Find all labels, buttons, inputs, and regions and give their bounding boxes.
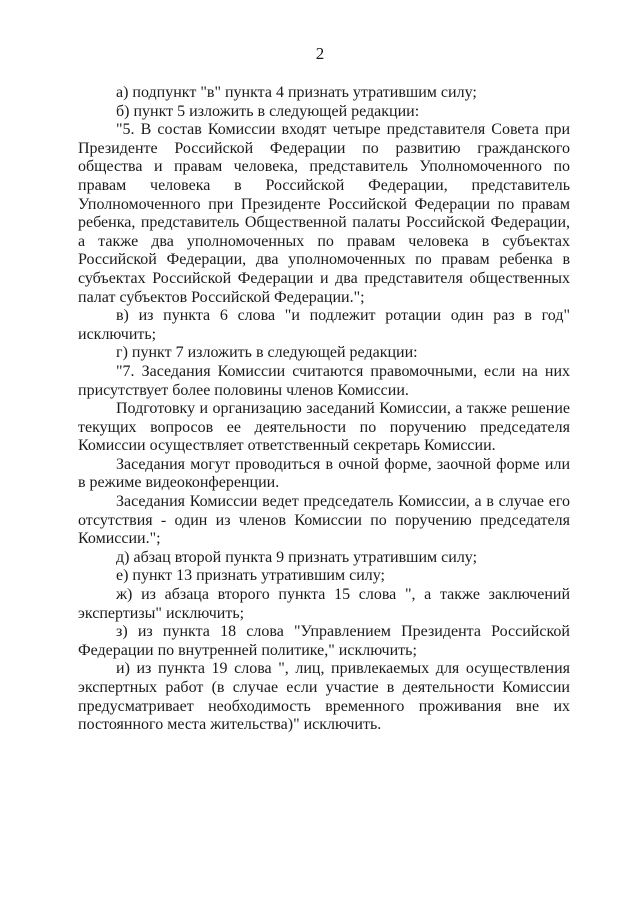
paragraph-item-7-chair: Заседания Комиссии ведет председатель Комиссии, а в случае его отсутствия - один из членов Комиссии по поручению председателя Комиссии."; bbox=[78, 493, 570, 548]
paragraph-i: и) из пункта 19 слова ", лиц, привлекаемых для осуществления экспертных работ (в случае если участие в деятельности Комиссии предусматривает необходимость временного проживания вне их постоянного места жительства)" исключить. bbox=[78, 660, 570, 734]
paragraph-g: г) пункт 7 изложить в следующей редакции: bbox=[116, 344, 418, 362]
paragraph-z: з) из пункта 18 слова "Управлением Президента Российской Федерации по внутренней политике," исключить; bbox=[78, 623, 570, 659]
paragraph-item-7-forms: Заседания могут проводиться в очной форме, заочной форме или в режиме видеоконференции. bbox=[78, 455, 570, 492]
paragraph-item-7-preparation: Подготовку и организацию заседаний Комиссии, а также решение текущих вопросов ее деятельности по поручению председателя Комиссии осуществляет ответственный секретарь Комиссии. bbox=[78, 400, 570, 455]
paragraph-zh: ж) из абзаца второго пункта 15 слова ", а также заключений экспертизы" исключить; bbox=[78, 586, 570, 622]
page-number: 2 bbox=[315, 44, 325, 63]
paragraph-item-7: "7. Заседания Комиссии считаются правомочными, если на них присутствует более половины членов Комиссии. bbox=[78, 362, 570, 399]
paragraph-a: а) подпункт "в" пункта 4 признать утратившим силу; bbox=[116, 84, 477, 101]
document-body bbox=[78, 84, 570, 735]
paragraph-item-5: "5. В состав Комиссии входят четыре представителя Совета при Президенте Российской Федерации по развитию гражданского общества и правам человека, представитель Уполномоченного по правам человека в Российской Федерации, представитель Уполномоченного при Президенте Российской Федерации по правам ребенка, представитель Общественной палаты Российской Федерации, а также два уполномоченных по правам человека в субъектах Российской Федерации, два уполномоченных по правам ребенка в субъектах Российской Федерации и два представителя общественных палат субъектов Российской Федерации."; bbox=[78, 121, 570, 306]
paragraph-e: е) пункт 13 признать утратившим силу; bbox=[116, 567, 385, 585]
paragraph-v: в) из пункта 6 слова "и подлежит ротации один раз в год" исключить; bbox=[78, 307, 570, 343]
paragraph-b: б) пункт 5 изложить в следующей редакции: bbox=[116, 102, 420, 120]
paragraph-d: д) абзац второй пункта 9 признать утратившим силу; bbox=[116, 548, 478, 566]
